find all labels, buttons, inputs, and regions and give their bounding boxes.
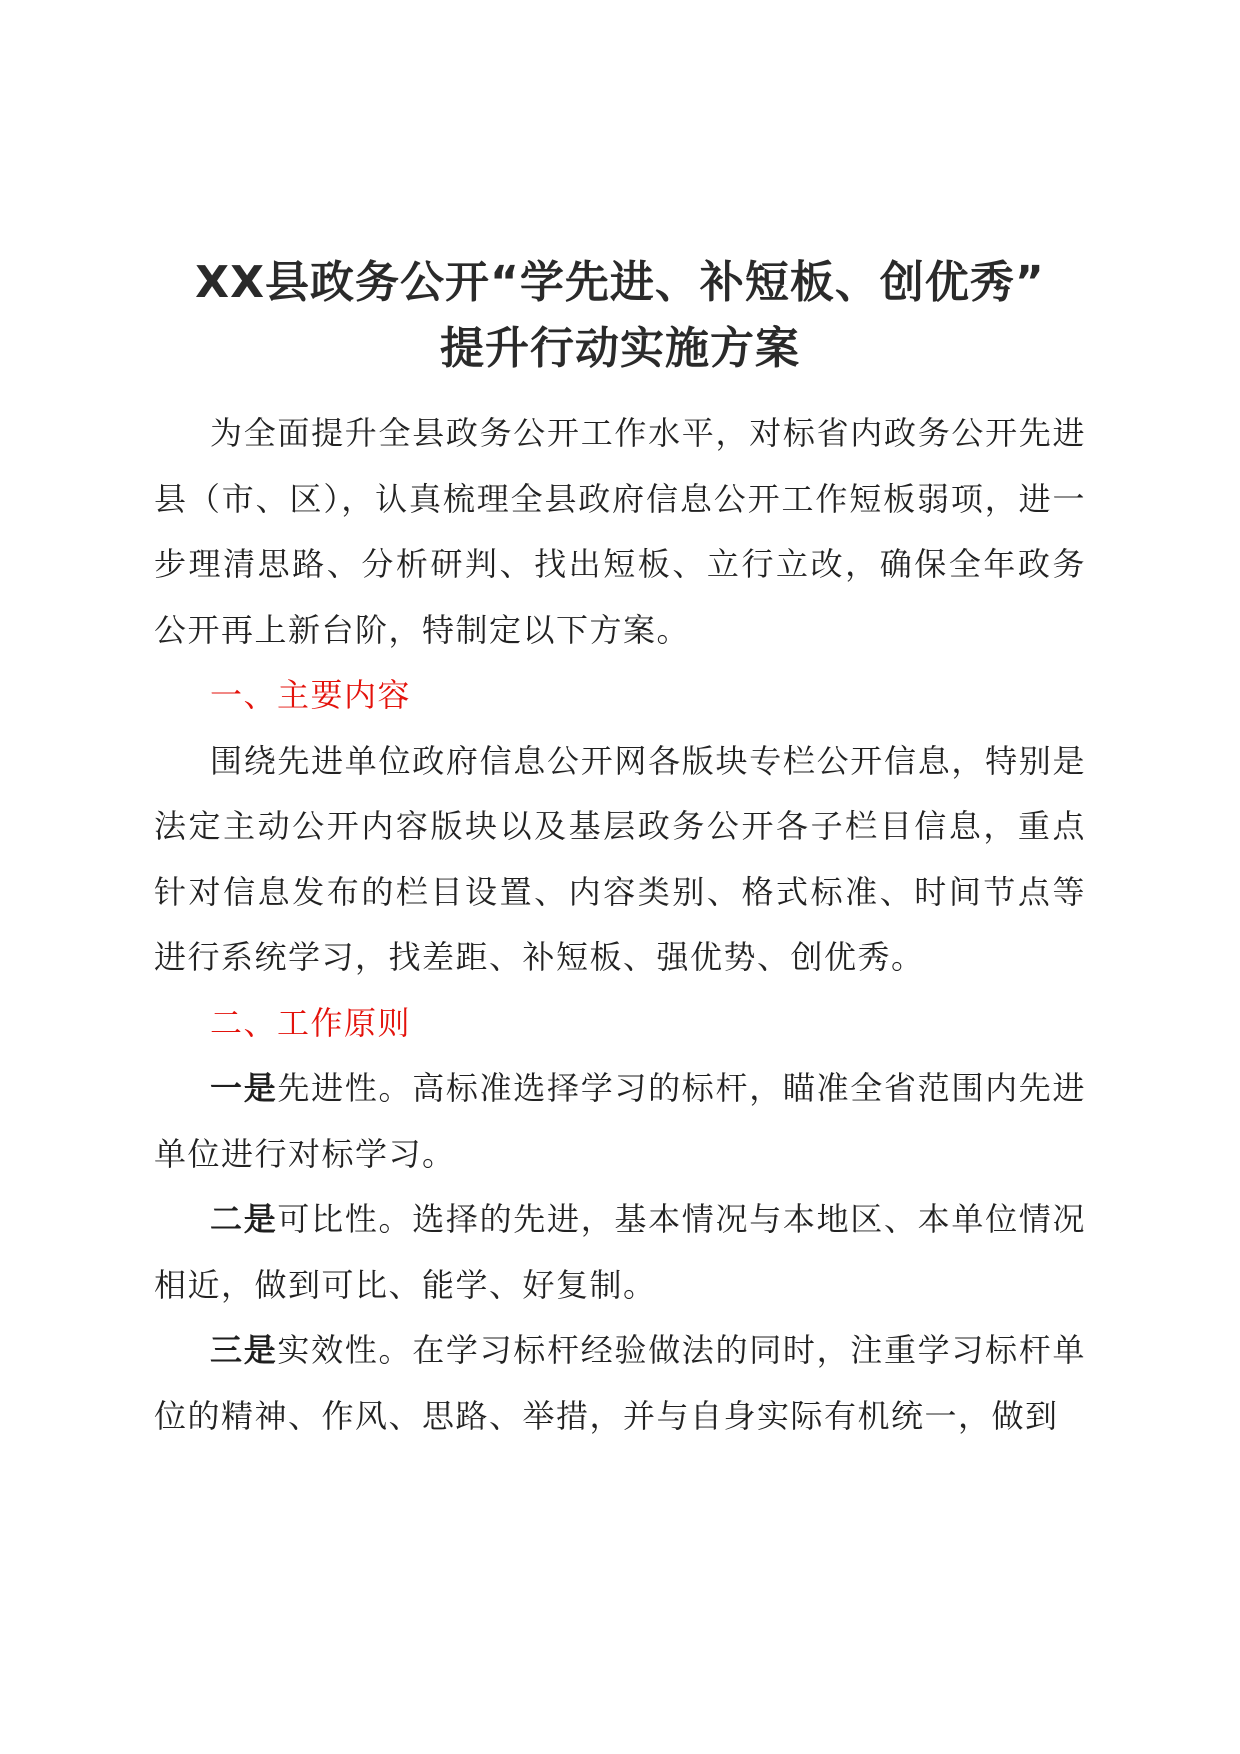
section1-heading: 一、主要内容 (210, 676, 412, 714)
section2-heading: 二、工作原则 (210, 1003, 412, 1042)
document-title-line1: XX县政务公开“学先进、补短板、创优秀” (195, 257, 1045, 308)
document-body (154, 401, 1086, 1449)
principle-item-1 (154, 1056, 1086, 1187)
document-title-line2: 提升行动实施方案 (440, 323, 800, 374)
principle-text-2: 可比性。选择的先进，基本情况与本地区、本单位情况相近，做到可比、能学、好复制。 (154, 1200, 1086, 1304)
principle-lead-2: 二是 (210, 1200, 278, 1238)
principle-text-3: 实效性。在学习标杆经验做法的同时，注重学习标杆单位的精神、作风、思路、举措，并与自身实际有机统一，做到 (154, 1331, 1086, 1435)
principle-text-1: 先进性。高标准选择学习的标杆，瞄准全省范围内先进单位进行对标学习。 (154, 1069, 1086, 1173)
principle-lead-3: 三是 (210, 1331, 278, 1369)
intro-paragraph: 为全面提升全县政务公开工作水平，对标省内政务公开先进县（市、区），认真梳理全县政府信息公开工作短板弱项，进一步理清思路、分析研判、找出短板、立行立改，确保全年政务公开再上新台阶，特制定以下方案。 (154, 414, 1086, 649)
principle-lead-1: 一是 (210, 1069, 278, 1107)
principle-item-2 (154, 1187, 1086, 1318)
section1-paragraph: 围绕先进单位政府信息公开网各版块专栏公开信息，特别是法定主动公开内容版块以及基层政务公开各子栏目信息，重点针对信息发布的栏目设置、内容类别、格式标准、时间节点等进行系统学习，找差距、补短板、强优势、创优秀。 (154, 741, 1086, 976)
principle-item-3 (154, 1318, 1086, 1449)
